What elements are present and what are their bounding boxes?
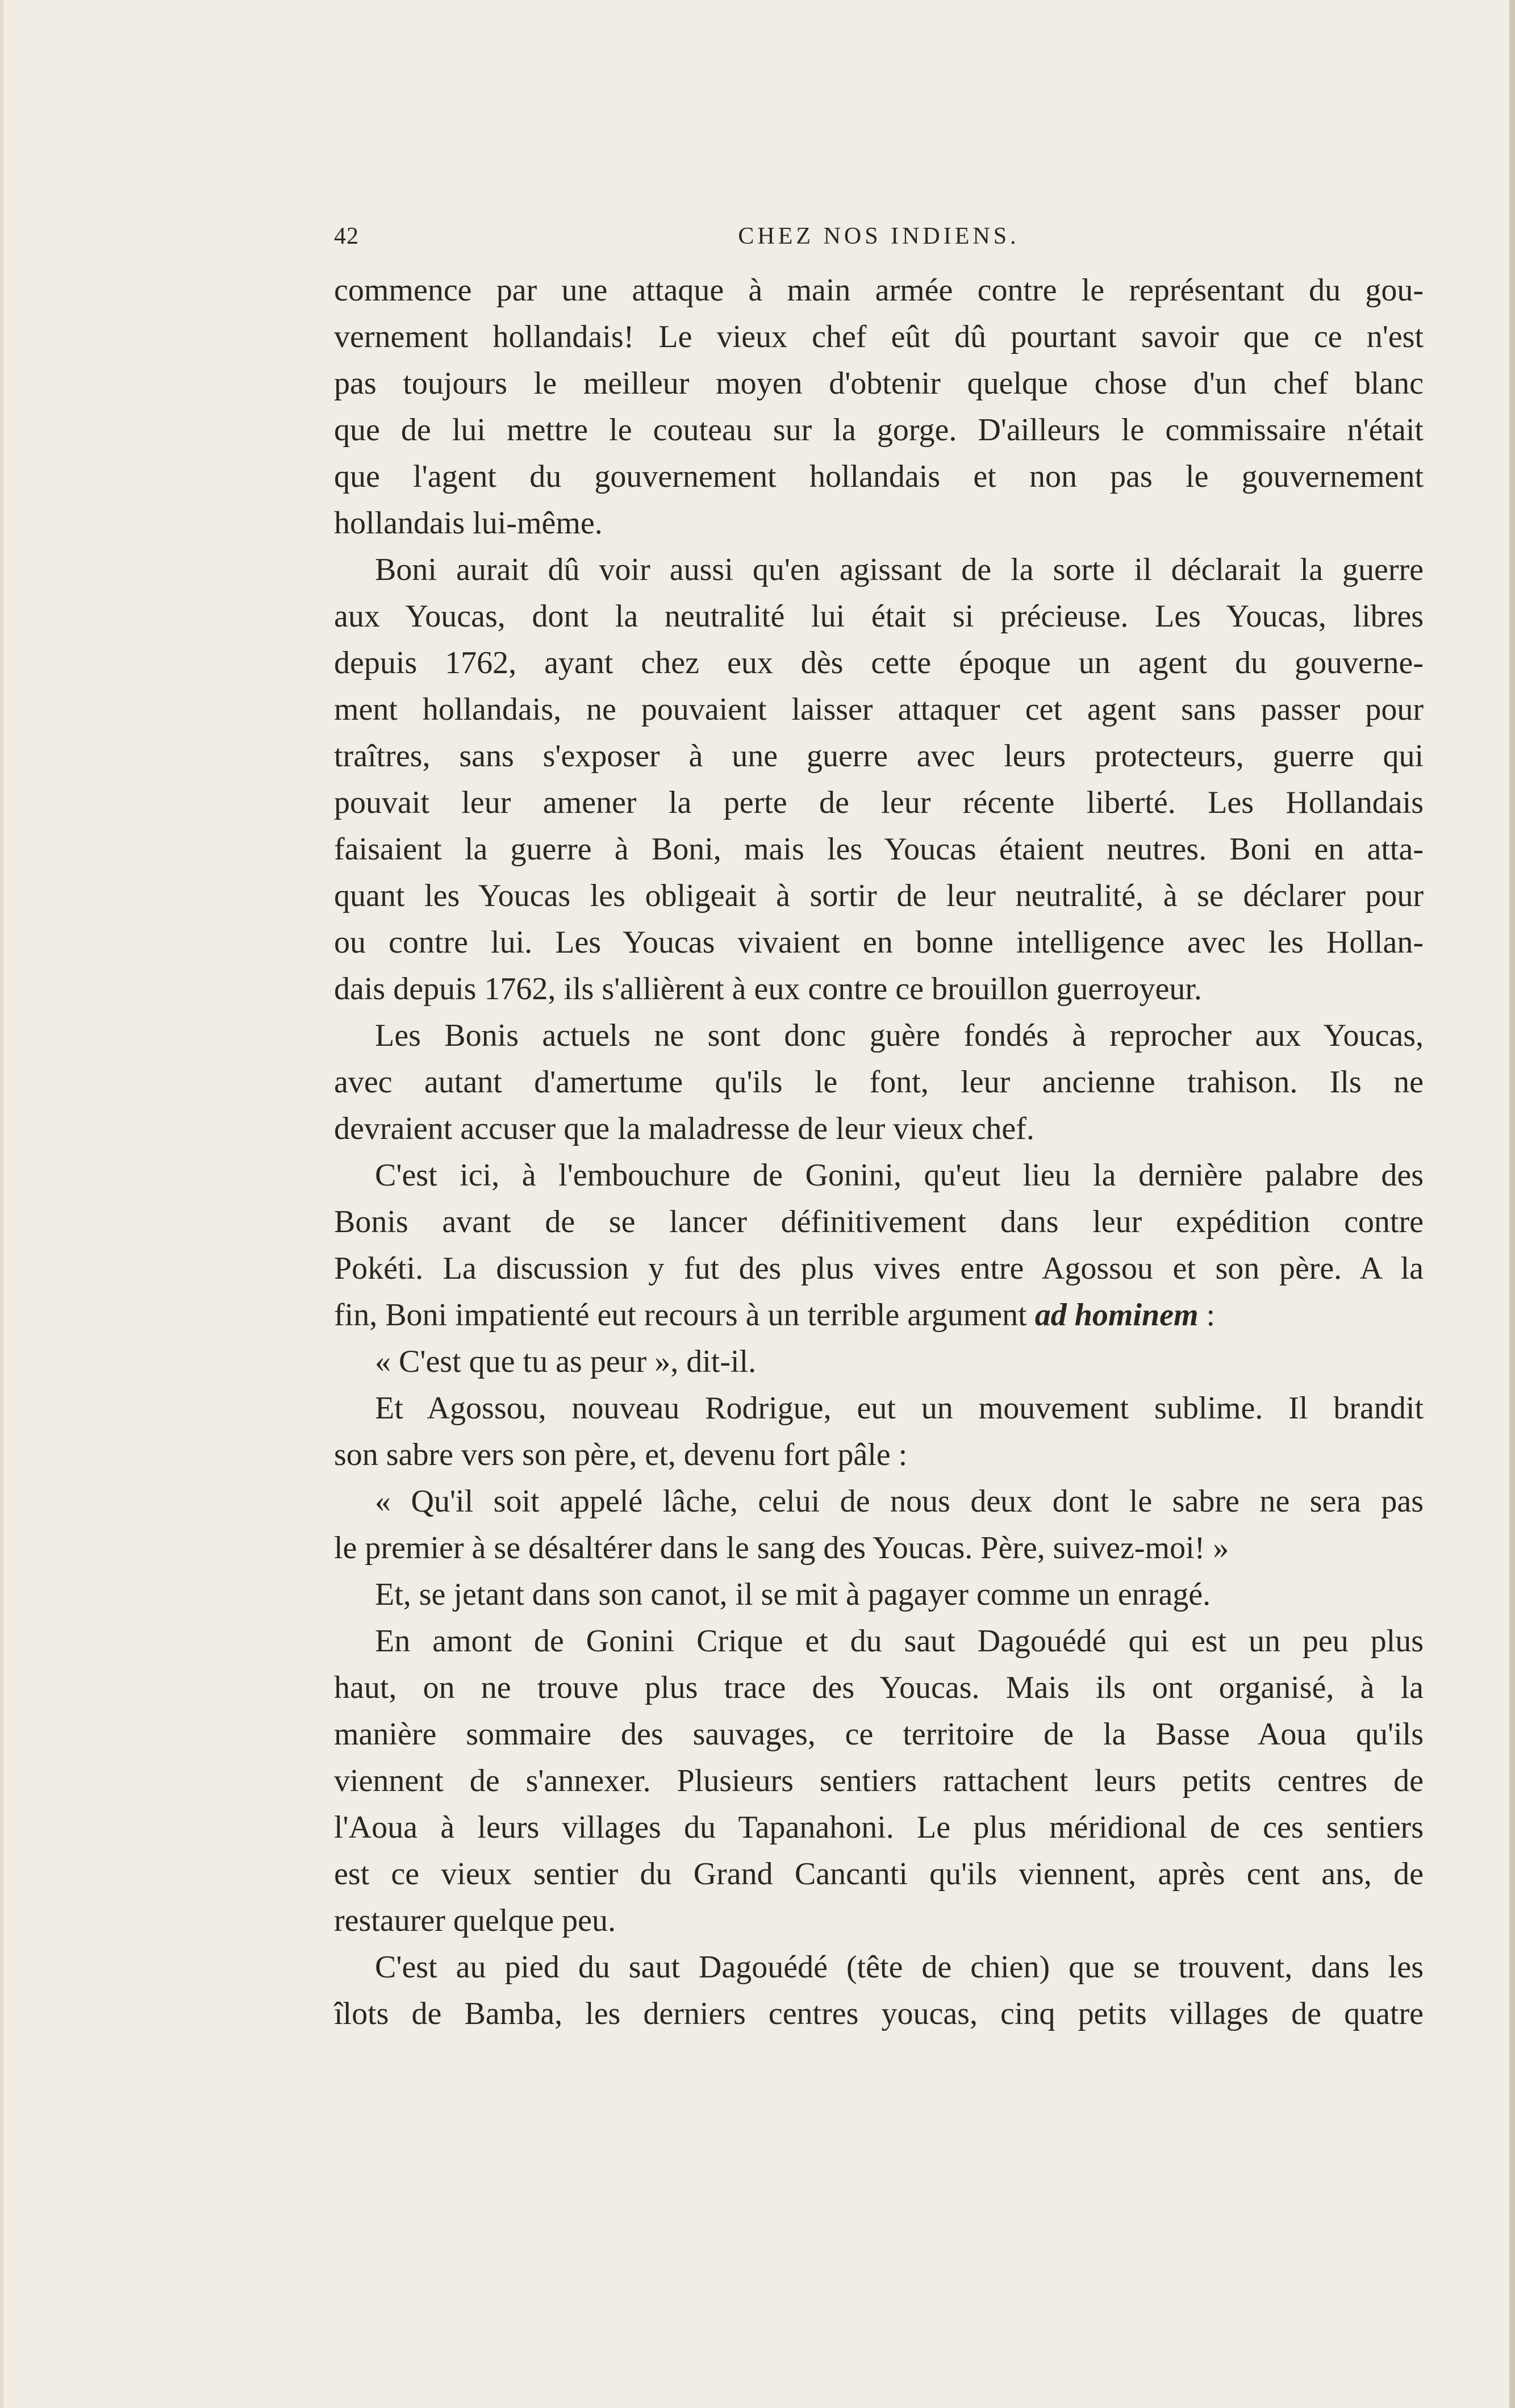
text-line: hollandais lui-même. xyxy=(334,506,603,541)
text-line: En amont de Gonini Crique et du saut Dagouédé qui est un peu plus xyxy=(375,1624,1424,1659)
page-left-edge xyxy=(0,0,3,2408)
text-line: viennent de s'annexer. Plusieurs sentiers rattachent leurs petits centres de xyxy=(334,1763,1424,1798)
text-line: que de lui mettre le couteau sur la gorge. D'ailleurs le commissaire n'était xyxy=(334,412,1424,448)
running-title: CHEZ NOS INDIENS. xyxy=(738,223,1020,249)
text-line: Et, se jetant dans son canot, il se mit à pagayer comme un enragé. xyxy=(375,1577,1211,1612)
text-segment: : xyxy=(1198,1297,1216,1333)
italic-phrase: ad hominem xyxy=(1034,1297,1199,1333)
text-line: est ce vieux sentier du Grand Cancanti qu'ils viennent, après cent ans, de xyxy=(334,1856,1424,1892)
page-number: 42 xyxy=(334,223,359,249)
text-line: C'est ici, à l'embouchure de Gonini, qu'eut lieu la dernière palabre des xyxy=(375,1158,1424,1193)
text-line: quant les Youcas les obligeait à sortir de leur neutralité, à se déclarer pour xyxy=(334,878,1424,913)
text-line xyxy=(334,1292,1424,1338)
body-text xyxy=(334,267,1424,2037)
text-line: commence par une attaque à main armée contre le représentant du gou- xyxy=(334,273,1424,308)
text-line: Bonis avant de se lancer définitivement dans leur expédition contre xyxy=(334,1204,1424,1240)
text-line: Pokéti. La discussion y fut des plus vives entre Agossou et son père. A la xyxy=(334,1251,1424,1286)
text-line: îlots de Bamba, les derniers centres youcas, cinq petits villages de quatre xyxy=(334,1996,1424,2031)
text-line: avec autant d'amertume qu'ils le font, leur ancienne trahison. Ils ne xyxy=(334,1065,1424,1100)
text-line: Les Bonis actuels ne sont donc guère fondés à reprocher aux Youcas, xyxy=(375,1018,1424,1053)
text-line: pas toujours le meilleur moyen d'obtenir quelque chose d'un chef blanc xyxy=(334,366,1424,401)
text-line: pouvait leur amener la perte de leur récente liberté. Les Hollandais xyxy=(334,785,1424,820)
text-line: faisaient la guerre à Boni, mais les Youcas étaient neutres. Boni en atta- xyxy=(334,832,1424,867)
text-line: devraient accuser que la maladresse de leur vieux chef. xyxy=(334,1111,1034,1146)
text-line: haut, on ne trouve plus trace des Youcas. Mais ils ont organisé, à la xyxy=(334,1670,1424,1705)
text-segment: fin, Boni impatienté eut recours à un terrible argument xyxy=(334,1297,1035,1333)
text-line: dais depuis 1762, ils s'allièrent à eux contre ce brouillon guerroyeur. xyxy=(334,971,1202,1007)
page-right-edge xyxy=(1509,0,1515,2408)
text-line: traîtres, sans s'exposer à une guerre avec leurs protecteurs, guerre qui xyxy=(334,738,1424,774)
text-line: vernement hollandais! Le vieux chef eût dû pourtant savoir que ce n'est xyxy=(334,319,1424,354)
text-line: ou contre lui. Les Youcas vivaient en bonne intelligence avec les Hollan- xyxy=(334,925,1424,960)
text-line: C'est au pied du saut Dagouédé (tête de chien) que se trouvent, dans les xyxy=(375,1950,1424,1985)
text-line: Et Agossou, nouveau Rodrigue, eut un mouvement sublime. Il brandit xyxy=(375,1391,1424,1426)
text-line: son sabre vers son père, et, devenu fort pâle : xyxy=(334,1437,908,1472)
page-header xyxy=(334,223,1424,257)
text-line: le premier à se désaltérer dans le sang des Youcas. Père, suivez-moi! » xyxy=(334,1530,1229,1566)
text-line: que l'agent du gouvernement hollandais et non pas le gouvernement xyxy=(334,459,1424,494)
text-line: restaurer quelque peu. xyxy=(334,1903,616,1938)
text-line: aux Youcas, dont la neutralité lui était si précieuse. Les Youcas, libres xyxy=(334,599,1424,634)
text-line: « C'est que tu as peur », dit-il. xyxy=(375,1344,757,1379)
text-line: ment hollandais, ne pouvaient laisser attaquer cet agent sans passer pour xyxy=(334,692,1424,727)
text-line: « Qu'il soit appelé lâche, celui de nous deux dont le sabre ne sera pas xyxy=(375,1484,1424,1519)
text-line: depuis 1762, ayant chez eux dès cette époque un agent du gouverne- xyxy=(334,645,1424,681)
text-line: l'Aoua à leurs villages du Tapanahoni. Le plus méridional de ces sentiers xyxy=(334,1810,1424,1845)
text-line: Boni aurait dû voir aussi qu'en agissant de la sorte il déclarait la guerre xyxy=(375,552,1424,587)
text-line: manière sommaire des sauvages, ce territoire de la Basse Aoua qu'ils xyxy=(334,1717,1424,1752)
